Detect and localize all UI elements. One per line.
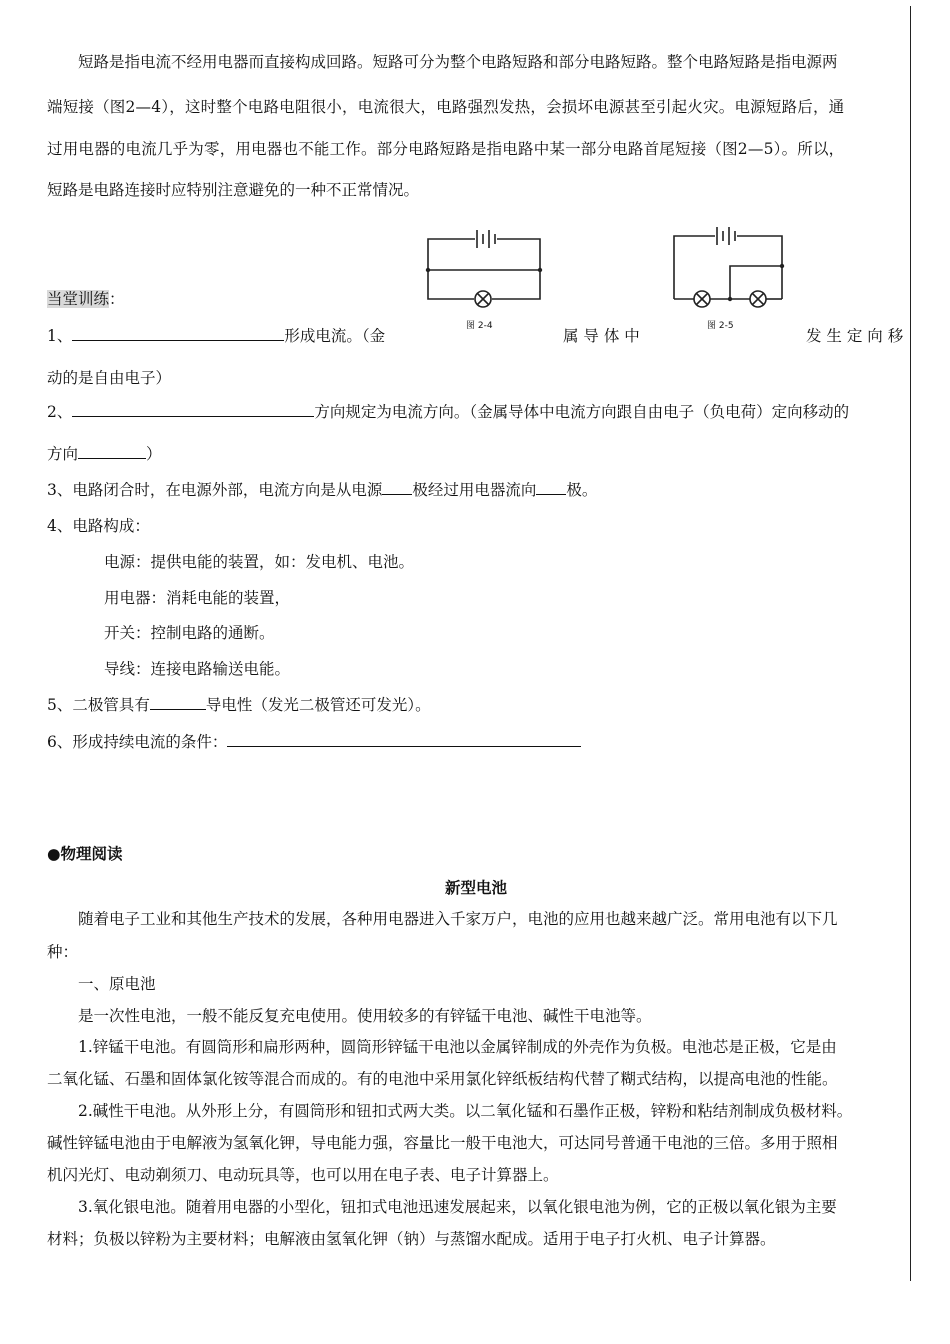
q1-continuation: 动的是自由电子） <box>47 369 172 387</box>
page-margin-rule <box>910 6 911 1281</box>
q1-answer-blank[interactable] <box>72 326 284 341</box>
question-2 <box>47 400 849 422</box>
intro-line-2: 端短接（图2—4），这时整个电路电阻很小，电流很大，电路强烈发热，会损坏电源甚至引起火灾。电源短路后，通 <box>47 98 845 116</box>
reading-p3-line-2: 二氧化锰、石墨和固体氯化铵等混合而成的。有的电池中采用氯化锌纸板结构代替了糊式结构，以提高电池的性能。 <box>47 1070 838 1088</box>
q2-text: 方向规定为电流方向。（金属导体中电流方向跟自由电子（负电荷）定向移动的 <box>314 403 850 421</box>
q4-item-appliance: 用电器：消耗电能的装置， <box>104 589 291 607</box>
intro-line-4: 短路是电路连接时应特别注意避免的一种不正常情况。 <box>47 181 420 199</box>
training-heading <box>47 287 125 309</box>
q1-number: 1、 <box>47 327 73 345</box>
question-5 <box>47 693 431 715</box>
reading-p5-line-2: 材料；负极以锌粉为主要材料；电解液由氢氧化钾（钠）与蒸馏水配成。适用于电子打火机、电子计算器。 <box>47 1230 776 1248</box>
q1-text: 形成电流。（金 <box>284 327 386 345</box>
q3-text-c: 极。 <box>566 481 598 499</box>
q2-number: 2、 <box>47 403 73 421</box>
training-heading-colon: ： <box>109 290 125 308</box>
q5-text-a: 5、二极管具有 <box>47 696 150 714</box>
training-heading-text: 当堂训练 <box>47 290 110 308</box>
q6-text: 6、形成持续电流的条件： <box>47 733 228 751</box>
reading-p4-line-3: 机闪光灯、电动剃须刀、电动玩具等，也可以用在电子表、电子计算器上。 <box>47 1166 559 1184</box>
figure-2-5-caption: 图 2-5 <box>707 321 734 331</box>
reading-p1-line-1: 随着电子工业和其他生产技术的发展，各种用电器进入千家万户，电池的应用也越来越广泛。常用电池有以下几 <box>78 910 838 928</box>
q1-text-end: 发 生 定 向 移 <box>806 327 904 345</box>
reading-p1-line-2: 种： <box>47 943 79 961</box>
reading-section-label: ●物理阅读 <box>47 844 123 863</box>
intro-line-3: 过用电器的电流几乎为零，用电器也不能工作。部分电路短路是指电路中某一部分电路首尾短接（图2—5）。所以， <box>47 140 845 158</box>
q2-answer-blank[interactable] <box>72 402 314 417</box>
q3-blank-1[interactable] <box>382 480 412 495</box>
reading-p3-line-1: 1.锌锰干电池。有圆筒形和扁形两种，圆筒形锌锰干电池以金属锌制成的外壳作为负极。电池芯是正极，它是由 <box>78 1038 837 1056</box>
intro-line-1: 短路是指电流不经用电器而直接构成回路。短路可分为整个电路短路和部分电路短路。整个电路短路是指电源两 <box>78 53 838 71</box>
reading-heading-primary-cell: 一、原电池 <box>78 975 156 993</box>
q1-text-middle: 属 导 体 中 <box>563 327 640 345</box>
reading-p5-line-1: 3.氧化银电池。随着用电器的小型化，钮扣式电池迅速发展起来，以氧化银电池为例，它的正极以氧化银为主要 <box>78 1198 837 1216</box>
reading-p4-line-2: 碱性锌锰电池由于电解液为氢氧化钾，导电能力强，容量比一般干电池大，可达同号普通干电池的三倍。多用于照相 <box>47 1134 838 1152</box>
q3-blank-2[interactable] <box>536 480 566 495</box>
q5-blank[interactable] <box>150 695 206 710</box>
q4-item-wire: 导线：连接电路输送电能。 <box>104 660 291 678</box>
question-1 <box>47 324 385 346</box>
figure-2-4-caption: 图 2-4 <box>466 321 493 331</box>
q3-text-b: 极经过用电器流向 <box>412 481 537 499</box>
q2-cont-close: ） <box>146 445 162 463</box>
q6-blank[interactable] <box>227 732 581 747</box>
q2-cont-text: 方向 <box>47 445 79 463</box>
reading-title: 新型电池 <box>444 878 507 897</box>
q5-text-b: 导电性（发光二极管还可发光）。 <box>205 696 431 714</box>
question-3 <box>47 478 597 500</box>
reading-p2: 是一次性电池，一般不能反复充电使用。使用较多的有锌锰干电池、碱性干电池等。 <box>78 1007 652 1025</box>
q4-item-power: 电源：提供电能的装置，如：发电机、电池。 <box>104 553 415 571</box>
reading-p4-line-1: 2.碱性干电池。从外形上分，有圆筒形和钮扣式两大类。以二氧化锰和石墨作正极，锌粉和粘结剂制成负极材料。 <box>78 1102 853 1120</box>
question-6 <box>47 730 581 752</box>
q4-item-switch: 开关：控制电路的通断。 <box>104 624 275 642</box>
q2-direction-blank[interactable] <box>78 444 146 459</box>
question-4: 4、电路构成： <box>47 517 150 535</box>
q2-continuation <box>47 442 162 464</box>
q3-text-a: 3、电路闭合时，在电源外部，电流方向是从电源 <box>47 481 383 499</box>
